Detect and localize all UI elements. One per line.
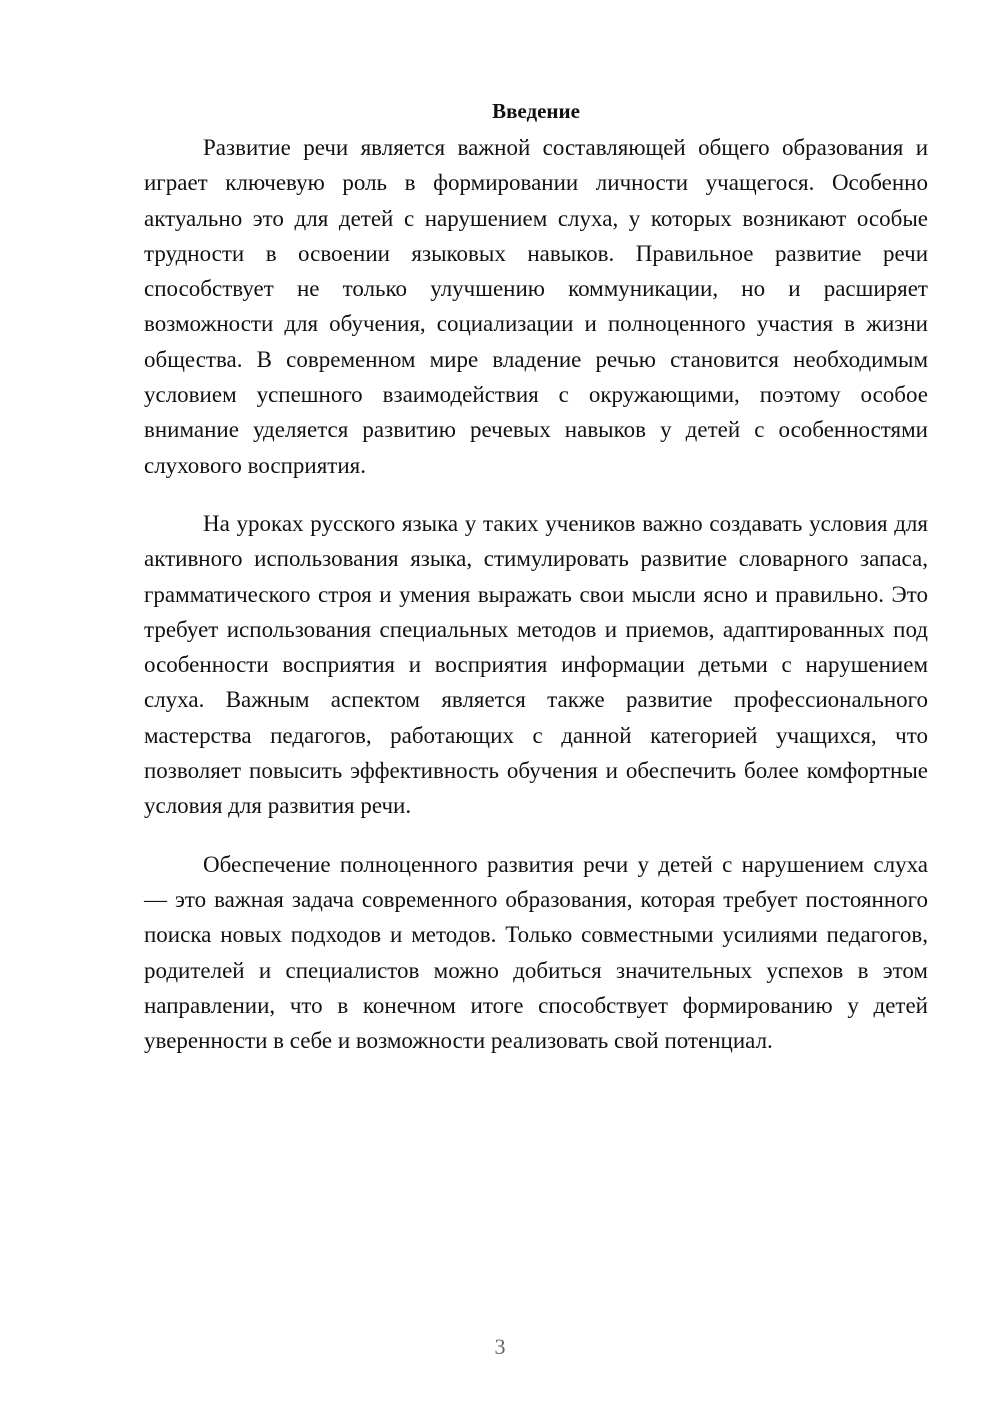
paragraph-2: На уроках русского языка у таких учеников важно создавать условия для активного использования языка, стимулировать развитие словарного запаса, грамматического строя и умения выражать свои мысли ясно и правильно. Это требует использования специальных методов и приемов, адаптированных под особенности восприятия и восприятия информации детьми с нарушением слуха. Важным аспектом является также развитие профессионального мастерства педагогов, работающих с данной категорией учащихся, что позволяет повысить эффективность обучения и обеспечить более комфортные условия для развития речи. bbox=[144, 510, 928, 819]
section-heading: Введение bbox=[492, 99, 580, 123]
paragraph-1: Развитие речи является важной составляющей общего образования и играет ключевую роль в формировании личности учащегося. Особенно актуально это для детей с нарушением слуха, у которых возникают особые трудности в освоении языковых навыков. Правильное развитие речи способствует не только улучшению коммуникации, но и расширяет возможности для обучения, социализации и полноценного участия в жизни общества. В современном мире владение речью становится необходимым условием успешного взаимодействия с окружающими, поэтому особое внимание уделяется развитию речевых навыков у детей с особенностями слухового восприятия. bbox=[144, 135, 928, 478]
paragraph-3: Обеспечение полноценного развития речи у детей с нарушением слуха — это важная задача современного образования, которая требует постоянного поиска новых подходов и методов. Только совместными усилиями педагогов, родителей и специалистов можно добиться значительных успехов в этом направлении, что в конечном итоге способствует формированию у детей уверенности в себе и возможности реализовать свой потенциал. bbox=[144, 851, 928, 1054]
page-content bbox=[144, 96, 928, 1081]
page-number: 3 bbox=[494, 1334, 506, 1359]
